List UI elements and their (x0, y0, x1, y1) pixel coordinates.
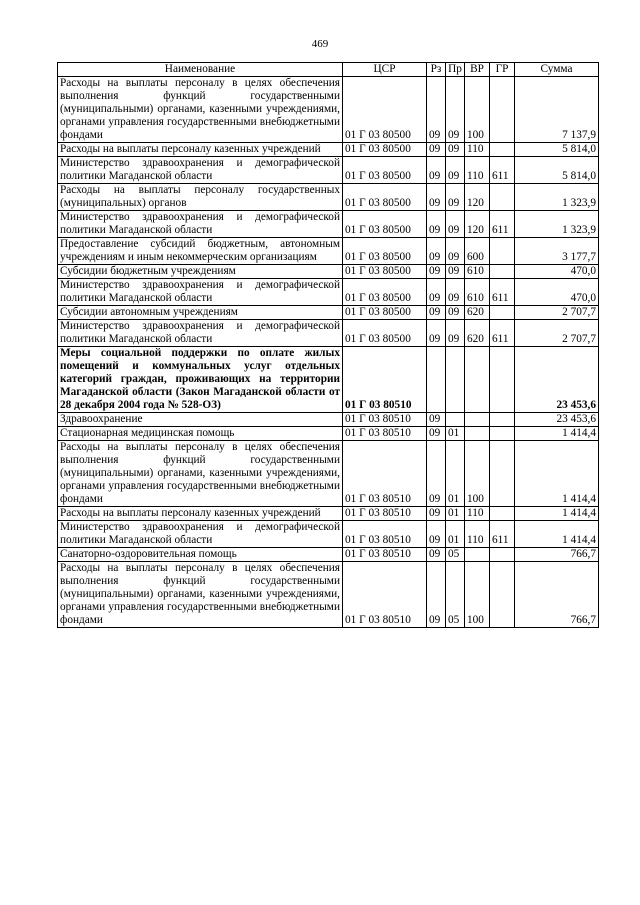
cell-name: Расходы на выплаты персоналу в целях обеспечения выполнения функций государственными (муниципальными) органами, казенными учреждениями, органами управления государственными внебюджетными фондами (58, 77, 343, 143)
cell-pr (446, 413, 465, 427)
cell-rz (427, 347, 446, 413)
cell-csr: 01 Г 03 80500 (343, 265, 427, 279)
cell-vr (465, 427, 490, 441)
cell-pr: 01 (446, 427, 465, 441)
cell-sum: 2 707,7 (515, 320, 599, 347)
cell-name: Субсидии автономным учреждениям (58, 306, 343, 320)
cell-pr (446, 347, 465, 413)
budget-table (57, 62, 599, 628)
cell-gr (490, 562, 515, 628)
cell-sum: 1 414,4 (515, 507, 599, 521)
cell-csr: 01 Г 03 80510 (343, 347, 427, 413)
cell-csr: 01 Г 03 80510 (343, 441, 427, 507)
cell-csr: 01 Г 03 80500 (343, 306, 427, 320)
cell-pr: 09 (446, 306, 465, 320)
cell-gr (490, 441, 515, 507)
cell-pr: 09 (446, 279, 465, 306)
cell-name: Расходы на выплаты персоналу государственных (муниципальных) органов (58, 184, 343, 211)
cell-vr: 110 (465, 143, 490, 157)
cell-sum: 766,7 (515, 562, 599, 628)
cell-sum: 470,0 (515, 279, 599, 306)
table-row (58, 211, 599, 238)
cell-csr: 01 Г 03 80510 (343, 427, 427, 441)
table-row (58, 143, 599, 157)
cell-csr: 01 Г 03 80500 (343, 320, 427, 347)
cell-sum: 7 137,9 (515, 77, 599, 143)
table-row (58, 238, 599, 265)
table-row (58, 320, 599, 347)
cell-gr: 611 (490, 320, 515, 347)
cell-name: Министерство здравоохранения и демографической политики Магаданской области (58, 521, 343, 548)
cell-gr (490, 427, 515, 441)
cell-sum: 1 323,9 (515, 184, 599, 211)
cell-vr: 610 (465, 279, 490, 306)
cell-name: Меры социальной поддержки по оплате жилых помещений и коммунальных услуг отдельных категорий граждан, проживающих на территории Магаданской области (Закон Магаданской области от 28 декабря 2004 года № 528-ОЗ) (58, 347, 343, 413)
cell-vr: 120 (465, 211, 490, 238)
header-pr: Пр (446, 63, 465, 77)
cell-sum: 1 414,4 (515, 441, 599, 507)
cell-sum: 5 814,0 (515, 157, 599, 184)
cell-gr: 611 (490, 521, 515, 548)
cell-pr: 09 (446, 77, 465, 143)
page-number: 469 (311, 38, 329, 50)
cell-csr: 01 Г 03 80500 (343, 77, 427, 143)
cell-pr: 09 (446, 320, 465, 347)
cell-csr: 01 Г 03 80510 (343, 507, 427, 521)
cell-name: Предоставление субсидий бюджетным, автономным учреждениям и иным некоммерческим организациям (58, 238, 343, 265)
cell-vr: 100 (465, 441, 490, 507)
cell-name: Министерство здравоохранения и демографической политики Магаданской области (58, 279, 343, 306)
cell-name: Расходы на выплаты персоналу в целях обеспечения выполнения функций государственными (муниципальными) органами, казенными учреждениями, органами управления государственными внебюджетными фондами (58, 562, 343, 628)
cell-rz: 09 (427, 427, 446, 441)
cell-vr (465, 347, 490, 413)
header-gr: ГР (490, 63, 515, 77)
header-rz: Рз (427, 63, 446, 77)
cell-gr: 611 (490, 211, 515, 238)
cell-pr: 09 (446, 265, 465, 279)
cell-pr: 01 (446, 441, 465, 507)
table-row (58, 507, 599, 521)
cell-gr (490, 265, 515, 279)
cell-gr: 611 (490, 157, 515, 184)
cell-vr: 620 (465, 306, 490, 320)
cell-rz: 09 (427, 507, 446, 521)
cell-name: Министерство здравоохранения и демографической политики Магаданской области (58, 157, 343, 184)
cell-name: Субсидии бюджетным учреждениям (58, 265, 343, 279)
cell-vr: 120 (465, 184, 490, 211)
cell-vr: 620 (465, 320, 490, 347)
cell-csr: 01 Г 03 80510 (343, 413, 427, 427)
cell-vr: 110 (465, 507, 490, 521)
cell-sum: 5 814,0 (515, 143, 599, 157)
cell-rz: 09 (427, 548, 446, 562)
cell-sum: 1 414,4 (515, 521, 599, 548)
cell-rz: 09 (427, 521, 446, 548)
cell-pr: 09 (446, 143, 465, 157)
cell-pr: 05 (446, 562, 465, 628)
cell-name: Министерство здравоохранения и демографической политики Магаданской области (58, 320, 343, 347)
cell-gr (490, 306, 515, 320)
cell-vr: 600 (465, 238, 490, 265)
cell-rz: 09 (427, 562, 446, 628)
cell-vr: 610 (465, 265, 490, 279)
cell-csr: 01 Г 03 80500 (343, 279, 427, 306)
table-row (58, 157, 599, 184)
table-row (58, 441, 599, 507)
cell-rz: 09 (427, 413, 446, 427)
table-header-row (58, 63, 599, 77)
cell-rz: 09 (427, 143, 446, 157)
cell-vr: 100 (465, 77, 490, 143)
cell-rz: 09 (427, 77, 446, 143)
table-row (58, 413, 599, 427)
cell-rz: 09 (427, 320, 446, 347)
cell-pr: 01 (446, 507, 465, 521)
cell-gr (490, 238, 515, 265)
cell-rz: 09 (427, 211, 446, 238)
cell-vr: 110 (465, 157, 490, 184)
table-body (58, 77, 599, 628)
table-row (58, 184, 599, 211)
cell-rz: 09 (427, 157, 446, 184)
cell-pr: 09 (446, 157, 465, 184)
cell-csr: 01 Г 03 80500 (343, 184, 427, 211)
cell-name: Здравоохранение (58, 413, 343, 427)
cell-vr: 110 (465, 521, 490, 548)
cell-gr (490, 413, 515, 427)
cell-sum: 23 453,6 (515, 413, 599, 427)
cell-sum: 2 707,7 (515, 306, 599, 320)
cell-rz: 09 (427, 306, 446, 320)
cell-rz: 09 (427, 265, 446, 279)
cell-pr: 09 (446, 238, 465, 265)
cell-sum: 470,0 (515, 265, 599, 279)
cell-rz: 09 (427, 279, 446, 306)
cell-gr (490, 548, 515, 562)
table-row (58, 562, 599, 628)
cell-rz: 09 (427, 238, 446, 265)
table-row (58, 427, 599, 441)
cell-vr (465, 413, 490, 427)
table-row (58, 279, 599, 306)
cell-sum: 23 453,6 (515, 347, 599, 413)
table-row (58, 77, 599, 143)
cell-name: Министерство здравоохранения и демографической политики Магаданской области (58, 211, 343, 238)
cell-rz: 09 (427, 184, 446, 211)
cell-csr: 01 Г 03 80500 (343, 211, 427, 238)
table-row (58, 347, 599, 413)
cell-name: Санаторно-оздоровительная помощь (58, 548, 343, 562)
table-row (58, 306, 599, 320)
cell-csr: 01 Г 03 80500 (343, 157, 427, 184)
cell-csr: 01 Г 03 80510 (343, 562, 427, 628)
cell-sum: 3 177,7 (515, 238, 599, 265)
cell-gr: 611 (490, 279, 515, 306)
table-row (58, 521, 599, 548)
table-row (58, 265, 599, 279)
header-vr: ВР (465, 63, 490, 77)
table-row (58, 548, 599, 562)
cell-csr: 01 Г 03 80510 (343, 521, 427, 548)
cell-sum: 1 414,4 (515, 427, 599, 441)
cell-csr: 01 Г 03 80500 (343, 238, 427, 265)
header-csr: ЦСР (343, 63, 427, 77)
cell-name: Расходы на выплаты персоналу казенных учреждений (58, 507, 343, 521)
cell-vr: 100 (465, 562, 490, 628)
cell-name: Расходы на выплаты персоналу казенных учреждений (58, 143, 343, 157)
cell-gr (490, 143, 515, 157)
cell-pr: 05 (446, 548, 465, 562)
cell-sum: 766,7 (515, 548, 599, 562)
cell-sum: 1 323,9 (515, 211, 599, 238)
cell-gr (490, 184, 515, 211)
cell-name: Расходы на выплаты персоналу в целях обеспечения выполнения функций государственными (муниципальными) органами, казенными учреждениями, органами управления государственными внебюджетными фондами (58, 441, 343, 507)
cell-gr (490, 347, 515, 413)
cell-csr: 01 Г 03 80510 (343, 548, 427, 562)
cell-vr (465, 548, 490, 562)
cell-pr: 09 (446, 211, 465, 238)
cell-name: Стационарная медицинская помощь (58, 427, 343, 441)
cell-pr: 09 (446, 184, 465, 211)
cell-pr: 01 (446, 521, 465, 548)
cell-gr (490, 507, 515, 521)
cell-csr: 01 Г 03 80500 (343, 143, 427, 157)
cell-rz: 09 (427, 441, 446, 507)
header-sum: Сумма (515, 63, 599, 77)
header-name: Наименование (58, 63, 343, 77)
cell-gr (490, 77, 515, 143)
